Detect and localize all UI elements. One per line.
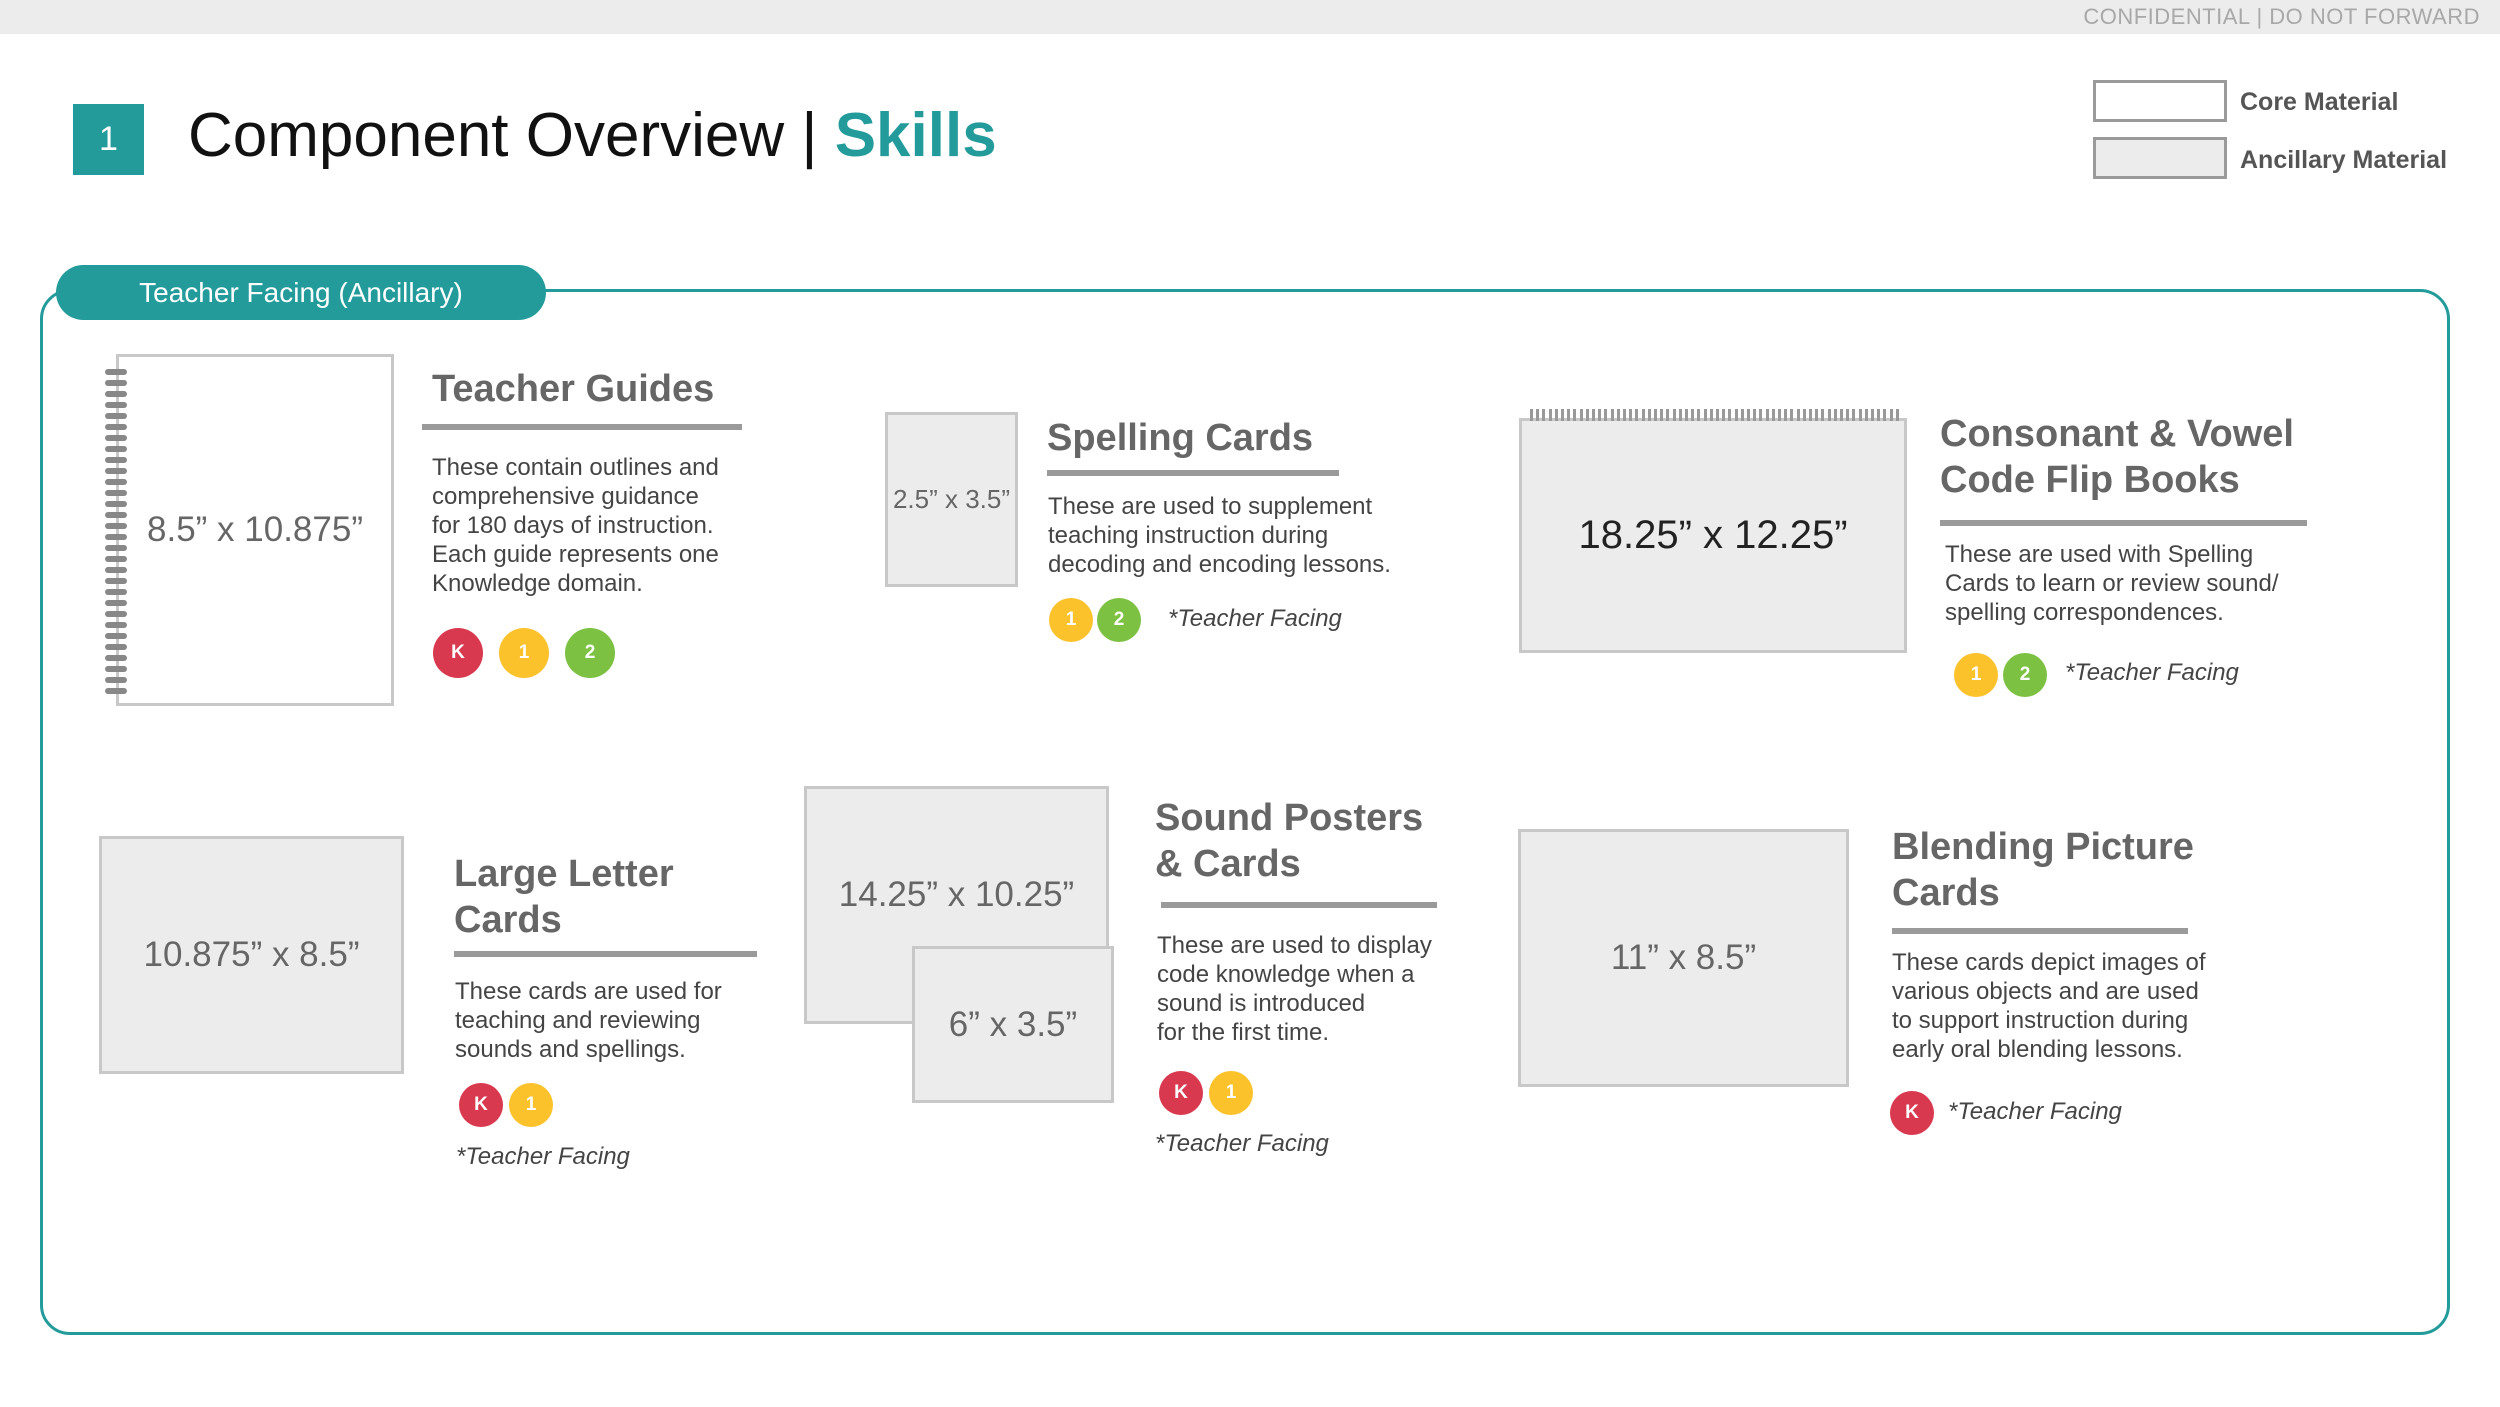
flip-books-description bbox=[1945, 540, 2279, 627]
desc-line: teaching and reviewing bbox=[455, 1007, 701, 1034]
spiral-tick bbox=[1840, 409, 1843, 421]
spiral-tick bbox=[1809, 409, 1812, 421]
spiral-coil bbox=[105, 479, 127, 485]
spiral-tick bbox=[1673, 409, 1676, 421]
heading-line: Large Letter bbox=[454, 853, 674, 895]
legend-core-swatch bbox=[2093, 80, 2227, 122]
title-main: Component Overview | bbox=[188, 101, 835, 170]
spiral-coil bbox=[105, 622, 127, 628]
spiral-tick bbox=[1859, 409, 1862, 421]
spiral-tick bbox=[1883, 409, 1886, 421]
grade-1-badge: 1 bbox=[1954, 653, 1998, 697]
spiral-tick bbox=[1797, 409, 1800, 421]
desc-line: These cards depict images of bbox=[1892, 949, 2206, 976]
blending-picture-card bbox=[1518, 829, 1849, 1087]
large-letter-card-size: 10.875” x 8.5” bbox=[143, 935, 360, 974]
sound-posters-rule bbox=[1161, 902, 1437, 908]
desc-line: to support instruction during bbox=[1892, 1007, 2189, 1034]
spiral-coil bbox=[105, 589, 127, 595]
large-letter-cards-description bbox=[455, 977, 722, 1064]
sound-card bbox=[912, 946, 1114, 1103]
heading-line: Consonant & Vowel bbox=[1940, 413, 2294, 455]
spiral-tick bbox=[1617, 409, 1620, 421]
grade-k-badge: K bbox=[1890, 1091, 1934, 1135]
spiral-tick bbox=[1635, 409, 1638, 421]
desc-line: Knowledge domain. bbox=[432, 570, 643, 597]
spiral-tick bbox=[1666, 409, 1669, 421]
large-letter-cards-heading bbox=[454, 851, 674, 943]
teacher-facing-note: *Teacher Facing bbox=[1155, 1130, 1329, 1157]
grade-1-badge: 1 bbox=[499, 628, 549, 678]
grade-1-badge: 1 bbox=[1209, 1071, 1253, 1115]
teacher-guides-rule bbox=[422, 424, 742, 430]
large-letter-card bbox=[99, 836, 404, 1074]
desc-line: teaching instruction during bbox=[1048, 522, 1329, 549]
spiral-coil bbox=[105, 545, 127, 551]
spelling-card bbox=[885, 412, 1018, 587]
spiral-coil bbox=[105, 677, 127, 683]
teacher-guides-description bbox=[432, 453, 719, 598]
desc-line: code knowledge when a bbox=[1157, 961, 1415, 988]
grade-2-badge: 2 bbox=[2003, 653, 2047, 697]
heading-line: Blending Picture bbox=[1892, 826, 2194, 868]
desc-line: various objects and are used bbox=[1892, 978, 2199, 1005]
spiral-coil bbox=[105, 435, 127, 441]
spiral-tick bbox=[1573, 409, 1576, 421]
teacher-facing-note: *Teacher Facing bbox=[1948, 1098, 2122, 1125]
grade-k-badge: K bbox=[433, 628, 483, 678]
desc-line: for the first time. bbox=[1157, 1019, 1330, 1046]
spiral-tick bbox=[1623, 409, 1626, 421]
spiral-tick bbox=[1741, 409, 1744, 421]
grade-2-badge: 2 bbox=[1097, 598, 1141, 642]
sound-poster-size: 14.25” x 10.25” bbox=[838, 875, 1075, 914]
spiral-coil bbox=[105, 655, 127, 661]
spiral-coil bbox=[105, 446, 127, 452]
desc-line: These cards are used for bbox=[455, 978, 722, 1005]
spiral-tick bbox=[1778, 409, 1781, 421]
spiral-coil bbox=[105, 644, 127, 650]
spiral-tick bbox=[1679, 409, 1682, 421]
spiral-tick bbox=[1890, 409, 1893, 421]
teacher-facing-note: *Teacher Facing bbox=[1168, 605, 1342, 632]
spiral-tick bbox=[1592, 409, 1595, 421]
spiral-tick bbox=[1697, 409, 1700, 421]
heading-line: Cards bbox=[1892, 872, 2000, 914]
spiral-tick bbox=[1660, 409, 1663, 421]
spiral-tick bbox=[1549, 409, 1552, 421]
spiral-coil bbox=[105, 391, 127, 397]
desc-line: spelling correspondences. bbox=[1945, 599, 2224, 626]
teacher-facing-note: *Teacher Facing bbox=[456, 1143, 630, 1170]
spiral-tick bbox=[1828, 409, 1831, 421]
spiral-tick bbox=[1716, 409, 1719, 421]
spiral-tick bbox=[1766, 409, 1769, 421]
spiral-coil bbox=[105, 490, 127, 496]
spiral-tick bbox=[1642, 409, 1645, 421]
blending-cards-rule bbox=[1892, 928, 2188, 934]
spiral-coil bbox=[105, 501, 127, 507]
spiral-tick bbox=[1728, 409, 1731, 421]
spiral-coil bbox=[105, 567, 127, 573]
sound-posters-description bbox=[1157, 931, 1432, 1047]
spiral-tick bbox=[1815, 409, 1818, 421]
sound-card-size: 6” x 3.5” bbox=[948, 1004, 1078, 1044]
spiral-coil bbox=[105, 611, 127, 617]
grade-2-badge: 2 bbox=[565, 628, 615, 678]
grade-k-badge: K bbox=[1159, 1071, 1203, 1115]
desc-line: decoding and encoding lessons. bbox=[1048, 551, 1391, 578]
spiral-tick bbox=[1542, 409, 1545, 421]
spiral-tick bbox=[1530, 409, 1533, 421]
heading-line: Code Flip Books bbox=[1940, 459, 2240, 501]
flip-book-card bbox=[1519, 418, 1907, 653]
confidential-notice: CONFIDENTIAL | DO NOT FORWARD bbox=[2083, 4, 2480, 29]
spiral-tick bbox=[1790, 409, 1793, 421]
spiral-tick bbox=[1753, 409, 1756, 421]
spiral-tick bbox=[1704, 409, 1707, 421]
flip-books-heading bbox=[1940, 411, 2294, 503]
spiral-tick bbox=[1654, 409, 1657, 421]
spiral-coil bbox=[105, 523, 127, 529]
section-label: Teacher Facing (Ancillary) bbox=[56, 265, 546, 320]
slide-number: 1 bbox=[73, 104, 144, 175]
spiral-tick bbox=[1735, 409, 1738, 421]
spiral-coil bbox=[105, 402, 127, 408]
teacher-facing-note: *Teacher Facing bbox=[2065, 659, 2239, 686]
spiral-tick bbox=[1710, 409, 1713, 421]
page-title bbox=[188, 100, 997, 171]
legend-ancillary-swatch bbox=[2093, 137, 2227, 179]
spiral-coil bbox=[105, 424, 127, 430]
spiral-tick bbox=[1567, 409, 1570, 421]
spiral-coil bbox=[105, 578, 127, 584]
spiral-tick bbox=[1834, 409, 1837, 421]
sound-posters-heading bbox=[1155, 795, 1423, 887]
grade-1-badge: 1 bbox=[1049, 598, 1093, 642]
spiral-tick bbox=[1586, 409, 1589, 421]
legend-ancillary-label: Ancillary Material bbox=[2240, 146, 2448, 174]
spiral-tick bbox=[1865, 409, 1868, 421]
spiral-coil bbox=[105, 457, 127, 463]
spiral-tick bbox=[1784, 409, 1787, 421]
spiral-tick bbox=[1846, 409, 1849, 421]
desc-line: These are used to supplement bbox=[1048, 493, 1373, 520]
spiral-tick bbox=[1759, 409, 1762, 421]
spiral-tick bbox=[1691, 409, 1694, 421]
flip-books-rule bbox=[1940, 520, 2307, 526]
spiral-coil bbox=[105, 666, 127, 672]
spiral-coil bbox=[105, 468, 127, 474]
desc-line: early oral blending lessons. bbox=[1892, 1036, 2183, 1063]
spiral-tick bbox=[1747, 409, 1750, 421]
legend-core-label: Core Material bbox=[2240, 88, 2399, 116]
spiral-tick bbox=[1685, 409, 1688, 421]
teacher-guides-heading: Teacher Guides bbox=[432, 368, 715, 410]
spiral-tick bbox=[1852, 409, 1855, 421]
spiral-tick bbox=[1648, 409, 1651, 421]
spiral-coil bbox=[105, 600, 127, 606]
blending-cards-heading bbox=[1892, 824, 2194, 916]
spiral-coil bbox=[105, 369, 127, 375]
large-letter-cards-rule bbox=[454, 951, 757, 957]
title-accent: Skills bbox=[834, 101, 997, 170]
desc-line: sound is introduced bbox=[1157, 990, 1366, 1017]
spiral-coil bbox=[105, 688, 127, 694]
desc-line: Each guide represents one bbox=[432, 541, 719, 568]
spelling-cards-heading: Spelling Cards bbox=[1047, 417, 1314, 459]
heading-line: Sound Posters bbox=[1155, 797, 1424, 839]
spiral-tick bbox=[1722, 409, 1725, 421]
spiral-tick bbox=[1772, 409, 1775, 421]
spiral-tick bbox=[1580, 409, 1583, 421]
spiral-tick bbox=[1629, 409, 1632, 421]
grade-1-badge: 1 bbox=[509, 1083, 553, 1127]
spiral-tick bbox=[1555, 409, 1558, 421]
spiral-tick bbox=[1536, 409, 1539, 421]
flip-book-size: 18.25” x 12.25” bbox=[1578, 513, 1848, 557]
teacher-guide-size: 8.5” x 10.875” bbox=[147, 510, 363, 549]
spiral-coil bbox=[105, 512, 127, 518]
spiral-tick bbox=[1821, 409, 1824, 421]
spiral-tick bbox=[1598, 409, 1601, 421]
spiral-tick bbox=[1604, 409, 1607, 421]
spiral-tick bbox=[1871, 409, 1874, 421]
spiral-tick bbox=[1877, 409, 1880, 421]
grade-k-badge: K bbox=[459, 1083, 503, 1127]
spiral-tick bbox=[1611, 409, 1614, 421]
heading-line: Cards bbox=[454, 899, 562, 941]
desc-line: These contain outlines and bbox=[432, 454, 719, 481]
desc-line: comprehensive guidance bbox=[432, 483, 699, 510]
spiral-tick bbox=[1896, 409, 1899, 421]
desc-line: for 180 days of instruction. bbox=[432, 512, 714, 539]
spiral-tick bbox=[1803, 409, 1806, 421]
spiral-coil bbox=[105, 633, 127, 639]
desc-line: Cards to learn or review sound/ bbox=[1945, 570, 2279, 597]
blending-cards-description bbox=[1892, 948, 2206, 1064]
spiral-coil bbox=[105, 556, 127, 562]
desc-line: These are used to display bbox=[1157, 932, 1432, 959]
spelling-cards-description bbox=[1048, 492, 1391, 579]
blending-card-size: 11” x 8.5” bbox=[1610, 938, 1757, 977]
spiral-coil bbox=[105, 413, 127, 419]
desc-line: sounds and spellings. bbox=[455, 1036, 686, 1063]
spelling-cards-rule bbox=[1047, 470, 1339, 476]
heading-line: & Cards bbox=[1155, 843, 1301, 885]
spiral-coil bbox=[105, 534, 127, 540]
spiral-tick bbox=[1561, 409, 1564, 421]
desc-line: These are used with Spelling bbox=[1945, 541, 2254, 568]
teacher-guide-card bbox=[116, 354, 394, 706]
spiral-coil bbox=[105, 380, 127, 386]
spelling-card-size: 2.5” x 3.5” bbox=[892, 484, 1011, 514]
